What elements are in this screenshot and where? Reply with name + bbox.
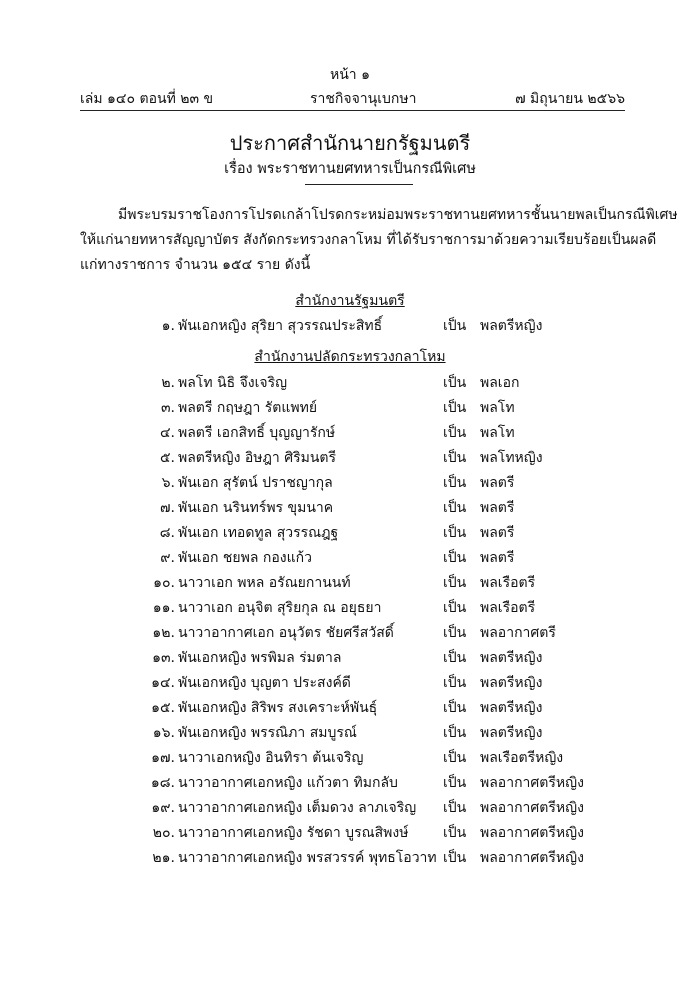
entry-be: เป็น: [443, 700, 467, 716]
entry-name: พันเอก นรินทร์พร ขุมนาค: [178, 500, 334, 516]
entry-number: ๖.: [161, 475, 175, 491]
entry-rank: พลโท: [480, 425, 515, 441]
entry-be: เป็น: [443, 825, 467, 841]
title-underline: [305, 184, 413, 185]
entry-rank: พลตรี: [480, 500, 515, 516]
entry-be: เป็น: [443, 525, 467, 541]
entry-rank: พลตรีหญิง: [480, 318, 543, 334]
entry-number: ๒๐.: [152, 825, 175, 841]
entry-rank: พลตรีหญิง: [480, 725, 543, 741]
entry-name: พันเอกหญิง สุริยา สุวรรณประสิทธิ์: [178, 318, 383, 334]
entry-rank: พลโท: [480, 400, 515, 416]
entry-number: ๒.: [161, 375, 175, 391]
entry-be: เป็น: [443, 375, 467, 391]
list-item: [0, 497, 700, 519]
entry-name: พลตรีหญิง อิษฎา ศิริมนตรี: [178, 450, 337, 466]
list-item: [0, 315, 700, 337]
entry-rank: พลตรีหญิง: [480, 650, 543, 666]
announcement-title: ประกาศสำนักนายกรัฐมนตรี: [229, 131, 471, 155]
entry-be: เป็น: [443, 800, 467, 816]
entry-name: พลตรี เอกสิทธิ์ บุญญารักษ์: [178, 425, 336, 441]
entry-name: พันเอก ชยพล กองแก้ว: [178, 550, 312, 566]
entry-rank: พลตรีหญิง: [480, 675, 543, 691]
list-item: [0, 747, 700, 769]
entry-name: นาวาอากาศเอกหญิง เต็มดวง ลาภเจริญ: [178, 800, 417, 816]
entry-rank: พลเรือตรี: [480, 575, 536, 591]
entry-rank: พลตรี: [480, 475, 515, 491]
entry-rank: พลตรี: [480, 525, 515, 541]
entry-name: พันเอก สุรัตน์ ปราชญากุล: [178, 475, 333, 491]
entry-name: พลตรี กฤษฎา รัตแพทย์: [178, 400, 318, 416]
entry-be: เป็น: [443, 575, 467, 591]
entry-name: นาวาอากาศเอกหญิง แก้วตา ทิมกลับ: [178, 775, 398, 791]
entry-be: เป็น: [443, 550, 467, 566]
announcement-subject: เรื่อง พระราชทานยศทหารเป็นกรณีพิเศษ: [224, 161, 476, 177]
entry-name: นาวาเอกหญิง อินทิรา ต้นเจริญ: [178, 750, 364, 766]
list-item: [0, 847, 700, 869]
page-number: หน้า ๑: [330, 67, 370, 83]
entry-number: ๑๘.: [150, 775, 175, 791]
section-title-permanent-secretary-office: สำนักงานปลัดกระทรวงกลาโหม: [254, 349, 446, 365]
list-item: [0, 647, 700, 669]
entry-rank: พลอากาศตรีหญิง: [480, 825, 584, 841]
entry-number: ๒๑.: [152, 850, 175, 866]
header-divider: [80, 110, 625, 111]
entry-be: เป็น: [443, 425, 467, 441]
entry-rank: พลโทหญิง: [480, 450, 543, 466]
entry-number: ๙.: [160, 550, 175, 566]
entry-rank: พลเรือตรี: [480, 600, 536, 616]
entry-name: พลโท นิธิ จึงเจริญ: [178, 375, 288, 391]
entry-be: เป็น: [443, 725, 467, 741]
entry-be: เป็น: [443, 318, 467, 334]
entry-rank: พลเรือตรีหญิง: [480, 750, 564, 766]
list-item: [0, 472, 700, 494]
entry-number: ๑๔.: [151, 675, 175, 691]
gazette-name: ราชกิจจานุเบกษา: [310, 91, 417, 107]
list-item: [0, 822, 700, 844]
list-item: [0, 522, 700, 544]
entry-be: เป็น: [443, 675, 467, 691]
list-item: [0, 397, 700, 419]
entry-be: เป็น: [443, 625, 467, 641]
entry-name: พันเอกหญิง พรพิมล ร่มตาล: [178, 650, 342, 666]
entry-be: เป็น: [443, 450, 467, 466]
entry-name: พันเอกหญิง บุญตา ประสงค์ดี: [178, 675, 351, 691]
entry-number: ๑๗.: [151, 750, 175, 766]
volume-issue: เล่ม ๑๔๐ ตอนที่ ๒๓ ข: [80, 91, 214, 107]
entry-number: ๑๑.: [152, 600, 175, 616]
entry-rank: พลเอก: [480, 375, 520, 391]
entry-be: เป็น: [443, 500, 467, 516]
entry-be: เป็น: [443, 400, 467, 416]
list-item: [0, 547, 700, 569]
publication-date: ๗ มิถุนายน ๒๕๖๖: [515, 91, 625, 107]
entry-be: เป็น: [443, 850, 467, 866]
list-item: [0, 772, 700, 794]
list-item: [0, 672, 700, 694]
entry-name: พันเอกหญิง สิริพร สงเคราะห์พันธุ์: [178, 700, 378, 716]
entry-number: ๓.: [160, 400, 175, 416]
entry-name: นาวาเอก อนุจิต สุริยกุล ณ อยุธยา: [178, 600, 382, 616]
entry-rank: พลอากาศตรีหญิง: [480, 800, 584, 816]
list-item: [0, 597, 700, 619]
entry-number: ๑๓.: [152, 650, 175, 666]
intro-line-3: แก่ทางราชการ จำนวน ๑๕๔ ราย ดังนี้: [80, 257, 311, 273]
entry-be: เป็น: [443, 475, 467, 491]
list-item: [0, 622, 700, 644]
section-title-minister-office: สำนักงานรัฐมนตรี: [295, 293, 405, 309]
entry-number: ๑๒.: [152, 625, 175, 641]
list-item: [0, 697, 700, 719]
entry-be: เป็น: [443, 650, 467, 666]
entry-be: เป็น: [443, 600, 467, 616]
list-item: [0, 722, 700, 744]
list-item: [0, 572, 700, 594]
entry-number: ๑๖.: [152, 725, 175, 741]
entry-name: นาวาอากาศเอกหญิง พรสวรรค์ พุทธโอวาท: [178, 850, 437, 866]
list-item: [0, 422, 700, 444]
gazette-header: [80, 88, 625, 110]
entry-rank: พลตรี: [480, 550, 515, 566]
entry-name: นาวาอากาศเอกหญิง รัชดา บูรณสิพงษ์: [178, 825, 409, 841]
list-item: [0, 372, 700, 394]
entry-number: ๗.: [160, 500, 175, 516]
intro-line-2: ให้แก่นายทหารสัญญาบัตร สังกัดกระทรวงกลาโหม ที่ได้รับราชการมาด้วยความเรียบร้อยเป็นผลดี: [80, 232, 657, 248]
entry-name: นาวาอากาศเอก อนุวัตร ชัยศรีสวัสดิ์: [178, 625, 394, 641]
entry-be: เป็น: [443, 750, 467, 766]
entry-name: พันเอกหญิง พรรณิภา สมบูรณ์: [178, 725, 357, 741]
entry-number: ๑๙.: [151, 800, 175, 816]
entry-rank: พลอากาศตรีหญิง: [480, 850, 584, 866]
entry-rank: พลตรีหญิง: [480, 700, 543, 716]
list-item: [0, 447, 700, 469]
intro-line-1: มีพระบรมราชโองการโปรดเกล้าโปรดกระหม่อมพระราชทานยศทหารชั้นนายพลเป็นกรณีพิเศษ: [118, 207, 678, 223]
entry-name: พันเอก เทอดทูล สุวรรณฎฐ: [178, 525, 339, 541]
entry-number: ๑๕.: [151, 700, 175, 716]
list-item: [0, 797, 700, 819]
entry-number: ๑๐.: [153, 575, 175, 591]
entry-number: ๑.: [161, 318, 175, 334]
entry-number: ๘.: [159, 525, 175, 541]
entry-be: เป็น: [443, 775, 467, 791]
entry-rank: พลอากาศตรี: [480, 625, 556, 641]
entry-rank: พลอากาศตรีหญิง: [480, 775, 584, 791]
entry-name: นาวาเอก พหล อรัณยกานนท์: [178, 575, 351, 591]
entry-number: ๔.: [159, 425, 175, 441]
entry-number: ๕.: [159, 450, 175, 466]
